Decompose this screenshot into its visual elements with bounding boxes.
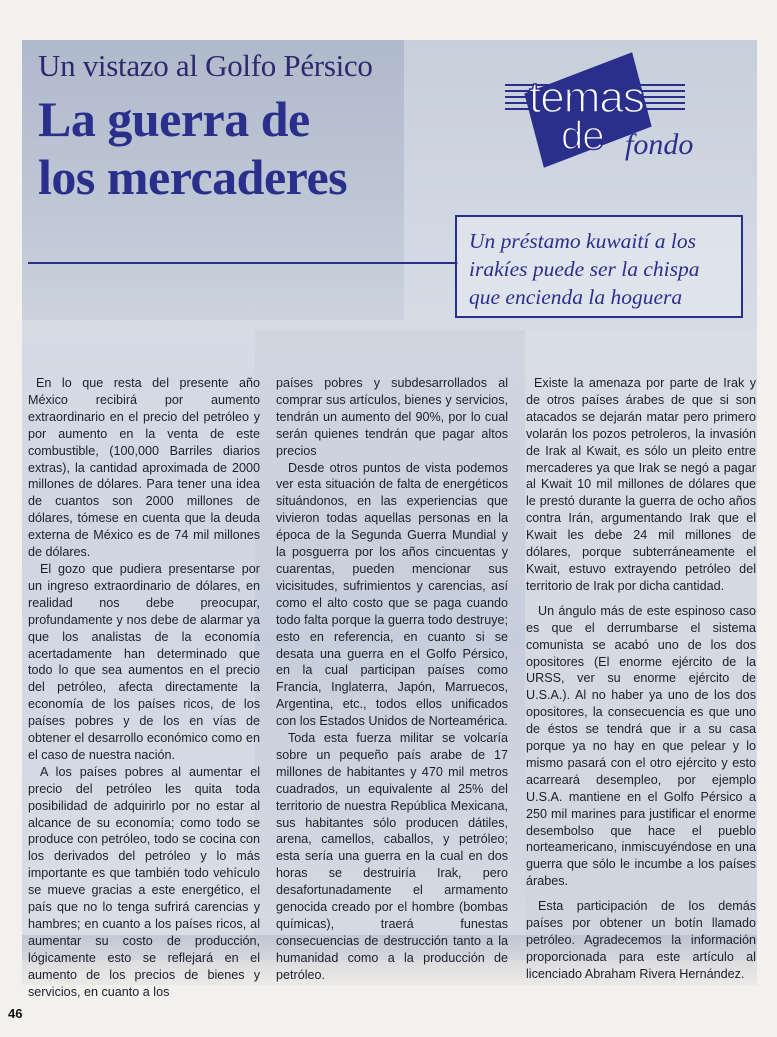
article-headline	[38, 90, 347, 206]
paragraph: países pobres y subdesarrollados al comprar sus artículos, bienes y servicios, tendrán un aumento del 90%, por lo cual serán quienes tendrán que pagar altos precios	[276, 376, 508, 458]
paragraph: A los países pobres al aumentar el precio del petróleo les quita toda posibilidad de adquirirlo por no estar al alcance de su economía; como todo se produce con petróleo, todo se cocina con los derivados del petróleo y lo más importante es que también todo vehículo se mueve gracias a este energético, el país que no lo tenga sufrirá carencias y hambres; en cuanto a los países ricos, al aumentar su costo de producción, lógicamente esto se reflejará en el aumento de los precios de bienes y servicios, en cuanto a los	[28, 764, 260, 999]
logo-word-de: de	[561, 114, 604, 158]
article-column-3	[526, 375, 756, 983]
pull-quote-line: que encienda la hoguera	[469, 285, 683, 309]
logo-word-temas: temas	[529, 73, 644, 122]
headline-line: La guerra de	[38, 91, 310, 147]
paragraph: Un ángulo más de este espinoso caso es que el derrumbarse el sistema comunista se acabó uno de los dos opositores (El enorme ejército de la URSS, ver su enorme ejército de U.S.A.). Al no haber ya uno de los dos opositores, la consecuencia es que uno de éstos se tendrá que ir a su casa porque ya no hay en que pelear y lo mismo pasará con el otro ejército y esto acarreará desempleo, por ejemplo U.S.A. mantiene en el Golfo Pérsico a 250 mil marines para justificar el enorme desembolso que hace el pueblo norteamericano, inmiscuyéndose en una guerra que sólo le incumbe a los países árabes.	[526, 603, 756, 889]
logo-word-fondo: fondo	[625, 128, 694, 161]
paragraph: Toda esta fuerza militar se volcaría sobre un pequeño país arabe de 17 millones de habitantes y 470 mil metros cuadrados, un equivalente al 25% del territorio de nuestra República Mexicana, sus habitantes sólo producen dátiles, arena, camellos, caballos, y petróleo; esta sería una guerra en la cual en dos horas se destruiría Irak, pero desafortunadamente el armamento genocida creado por el hombre (bombas químicas), traerá funestas consecuencias de destrucción tanto a la humanidad como a la producción de petróleo.	[276, 731, 508, 982]
pull-quote-line: irakíes puede ser la chispa	[469, 257, 700, 281]
article-column-1	[28, 375, 260, 1001]
pull-quote-line: Un préstamo kuwaití a los	[469, 229, 696, 253]
section-kicker: Un vistazo al Golfo Pérsico	[38, 48, 373, 83]
temas-de-fondo-logo	[505, 62, 720, 172]
paragraph: En lo que resta del presente año México recibirá por aumento extraordinario en el precio del petróleo y por aumento en la venta de este combustible, (100,000 Barriles diarios extras), la cantidad aproximada de 2000 millones de dólares. Para tener una idea de cuantos son 2000 millones de dólares, tómese en cuenta que la deuda externa de México es de 74 mil millones de dólares.	[28, 376, 260, 560]
pull-quote-box	[455, 215, 743, 318]
headline-rule	[28, 262, 458, 264]
headline-line: los mercaderes	[38, 149, 348, 205]
paragraph: Desde otros puntos de vista podemos ver esta situación de falta de energéticos situándonos, en las experiencias que vivieron todas aquellas personas en la época de la Segunda Guerra Mundial y la posguerra por los años cincuentas y cuarentas, pueden mencionar sus vicisitudes, sufrimientos y carencias, así como el alto costo que se paga cuando todo falta porque la guerra todo destruye; esto en referencia, en cuanto si se desata una guerra en el Golfo Pérsico, en la cual participan países como Francia, Inglaterra, Japón, Marruecos, Argentina, etc., todos ellos unificados con los Estados Unidos de Norteamérica.	[276, 460, 508, 729]
paragraph: Esta participación de los demás países por obtener un botín llamado petróleo. Agradecemos la información proporcionada para este artículo al licenciado Abraham Rivera Hernández.	[526, 899, 756, 981]
paragraph: El gozo que pudiera presentarse por un ingreso extraordinario de dólares, en realidad nos debe preocupar, profundamente y nos debe de alarmar ya que los analistas de la economía acertadamente han determinado que todo lo que sea aumentos en el precio del petróleo, afecta directamente la economía de los países ricos, de los países pobres y de los en vías de obtener el desarrollo económico como en el caso de nuestra nación.	[28, 561, 260, 762]
page-number: 46	[8, 1006, 23, 1021]
paragraph: Existe la amenaza por parte de Irak y de otros países árabes de que si son atacados se dejarán matar pero primero volarán los pozos petroleros, la invasión de Irak al Kwait, es sólo un pleito entre mercaderes ya que Irak se negó a pagar al Kwait 10 mil millones de dólares que le prestó durante la guerra de ocho años contra Irán, argumentando Irak que el Kwait les debe 24 mil millones de dólares, porque subterráneamente el Kwait, estuvo extrayendo petróleo del territorio de Irak por dicha cantidad.	[526, 376, 756, 593]
article-column-2	[276, 375, 508, 984]
